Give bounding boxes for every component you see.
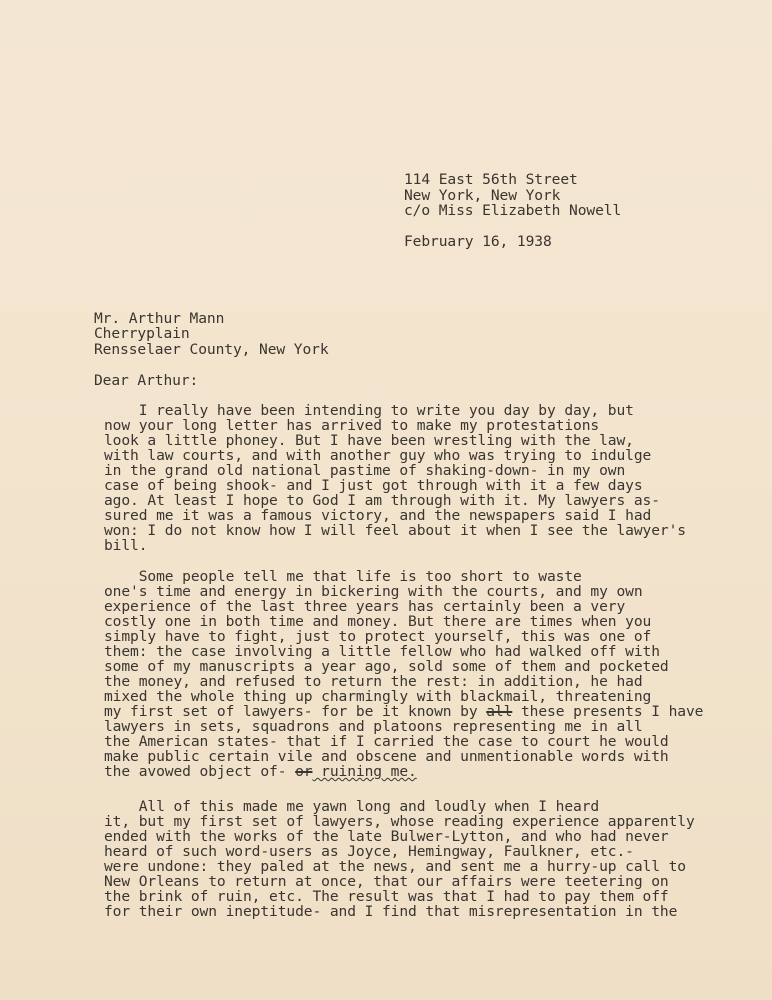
p3-line: heard of such word-users as Joyce, Hemingway, Faulkner, etc.- xyxy=(104,843,634,860)
p1-line: now your long letter has arrived to make my protestations xyxy=(104,417,600,434)
p2-line-text: my first set of lawyers- for be it known by xyxy=(104,703,478,720)
p2-line-text: the avowed object of- xyxy=(104,763,287,780)
return-street: 114 East 56th Street xyxy=(404,171,578,188)
p1-line: look a little phoney. But I have been wrestling with the law, xyxy=(104,432,634,449)
p2-line: them: the case involving a little fellow who had walked off with xyxy=(104,643,660,660)
p2-line: experience of the last three years has certainly been a very xyxy=(104,598,626,615)
p3-line: were undone: they paled at the news, and sent me a hurry-up call to xyxy=(104,858,686,875)
p1-line: sured me it was a famous victory, and the newspapers said I had xyxy=(104,507,652,524)
p2-line: mixed the whole thing up charmingly with blackmail, threatening xyxy=(104,688,652,705)
return-city: New York, New York xyxy=(404,187,561,204)
p1-line: in the grand old national pastime of shaking-down- in my own xyxy=(104,462,626,479)
p1-line: bill. xyxy=(104,537,148,554)
salutation: Dear Arthur: xyxy=(94,372,199,389)
p3-line: for their own ineptitude- and I find that misrepresentation in the xyxy=(104,903,678,920)
p2-line: the money, and refused to return the rest: in addition, he had xyxy=(104,673,643,690)
p3-line: ended with the works of the late Bulwer-Lytton, and who had never xyxy=(104,828,669,845)
recipient-county: Rensselaer County, New York xyxy=(94,341,329,358)
struck-word: or xyxy=(295,763,313,780)
p2-line: make public certain vile and obscene and unmentionable words with xyxy=(104,748,669,765)
letter-date: February 16, 1938 xyxy=(404,233,552,250)
p2-line-with-strike xyxy=(104,704,703,719)
p2-line: some of my manuscripts a year ago, sold some of them and pocketed xyxy=(104,658,669,675)
p1-line: with law courts, and with another guy who was trying to indulge xyxy=(104,447,652,464)
p2-line: simply have to fight, just to protect yourself, this was one of xyxy=(104,628,652,645)
p1-line: I really have been intending to write you day by day, but xyxy=(104,402,634,419)
p2-line: one's time and energy in bickering with the courts, and my own xyxy=(104,583,643,600)
p3-line: the brink of ruin, etc. The result was that I had to pay them off xyxy=(104,888,669,905)
p2-line: costly one in both time and money. But there are times when you xyxy=(104,613,652,630)
p2-line: Some people tell me that life is too short to waste xyxy=(104,568,582,585)
p3-line: New Orleans to return at once, that our affairs were teetering on xyxy=(104,873,669,890)
p3-line: All of this made me yawn long and loudly when I heard xyxy=(104,798,600,815)
p2-line-with-strike xyxy=(104,764,417,779)
return-care-of: c/o Miss Elizabeth Nowell xyxy=(404,202,622,219)
p1-line: case of being shook- and I just got through with it a few days xyxy=(104,477,643,494)
struck-word: all xyxy=(486,703,513,720)
recipient-name: Mr. Arthur Mann xyxy=(94,310,225,327)
p3-line: it, but my first set of lawyers, whose reading experience apparently xyxy=(104,813,695,830)
p2-line-rest: ruining me. xyxy=(312,763,417,780)
recipient-town: Cherryplain xyxy=(94,325,190,342)
p2-line: lawyers in sets, squadrons and platoons representing me in all xyxy=(104,718,643,735)
p1-line: won: I do not know how I will feel about it when I see the lawyer's xyxy=(104,522,686,539)
p2-line-rest: these presents I have xyxy=(512,703,704,720)
p1-line: ago. At least I hope to God I am through with it. My lawyers as- xyxy=(104,492,660,509)
p2-line: the American states- that if I carried the case to court he would xyxy=(104,733,669,750)
